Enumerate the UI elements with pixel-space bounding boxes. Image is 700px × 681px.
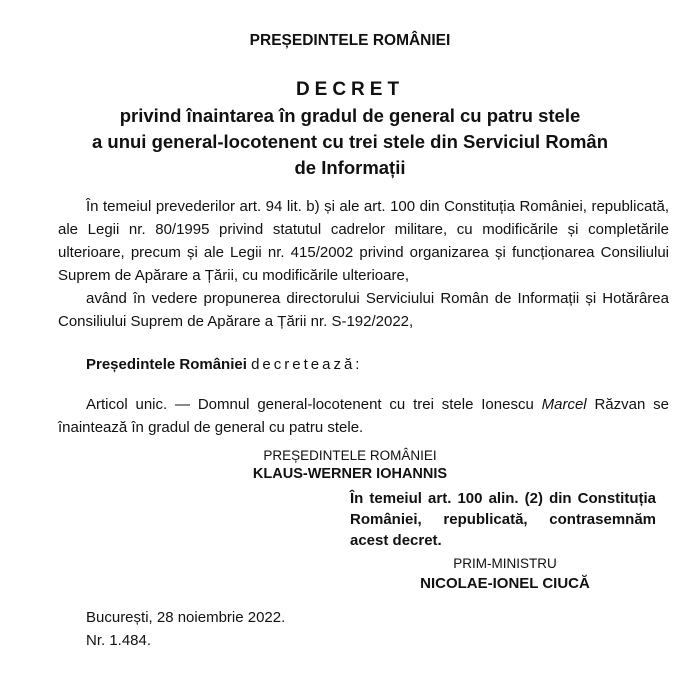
subtitle-line-2: a unui general-locotenent cu trei stele din Serviciul Român	[91, 131, 609, 152]
preamble-paragraph-2: având în vedere propunerea directorului Serviciului Român de Informații și Hotărârea Consiliului Suprem de Apărare a Țării nr. S-192/2022,	[58, 290, 669, 330]
decree-number: Nr. 1.484.	[86, 632, 152, 649]
enactment-verb: decretează:	[251, 356, 363, 373]
place-and-date: București, 28 noiembrie 2022.	[86, 609, 286, 626]
article-text-part-1: Articol unic. — Domnul general-locotenent cu trei stele Ionescu	[86, 396, 542, 413]
subtitle-line-1: privind înaintarea în gradul de general cu patru stele	[119, 105, 581, 126]
article-text-part-2: Răzvan se înaintează în gradul de general cu patru stele.	[58, 396, 669, 436]
document-title: DECRET	[295, 79, 405, 100]
article-unic	[58, 393, 669, 439]
prime-minister-title: PRIM-MINISTRU	[453, 556, 557, 571]
issuer-heading: PREȘEDINTELE ROMÂNIEI	[249, 32, 451, 49]
article-italic-name: Marcel	[541, 396, 587, 413]
countersignature-clause: În temeiul art. 100 alin. (2) din Constituția României, republicată, contrasemnăm acest decret.	[350, 490, 656, 549]
president-signature-title: PREȘEDINTELE ROMÂNIEI	[263, 448, 437, 463]
decree-footer	[86, 606, 285, 652]
prime-minister-name: NICOLAE-IONEL CIUCĂ	[420, 575, 590, 592]
subtitle-line-3: de Informații	[294, 157, 406, 178]
preamble-paragraph-1: În temeiul prevederilor art. 94 lit. b) și ale art. 100 din Constituția României, republicată, ale Legii nr. 80/1995 privind statutul cadrelor militare, cu modificările și completările ulterioare, precum și ale Legii nr. 415/2002 privind organizarea și funcționarea Consiliului Suprem de Apărare a Țării, cu modificările ulterioare,	[58, 198, 669, 284]
president-signature-name: KLAUS-WERNER IOHANNIS	[252, 466, 448, 482]
document-subtitle	[0, 103, 700, 181]
enactment-clause	[86, 356, 362, 373]
enactment-subject: Președintele României	[86, 356, 247, 373]
